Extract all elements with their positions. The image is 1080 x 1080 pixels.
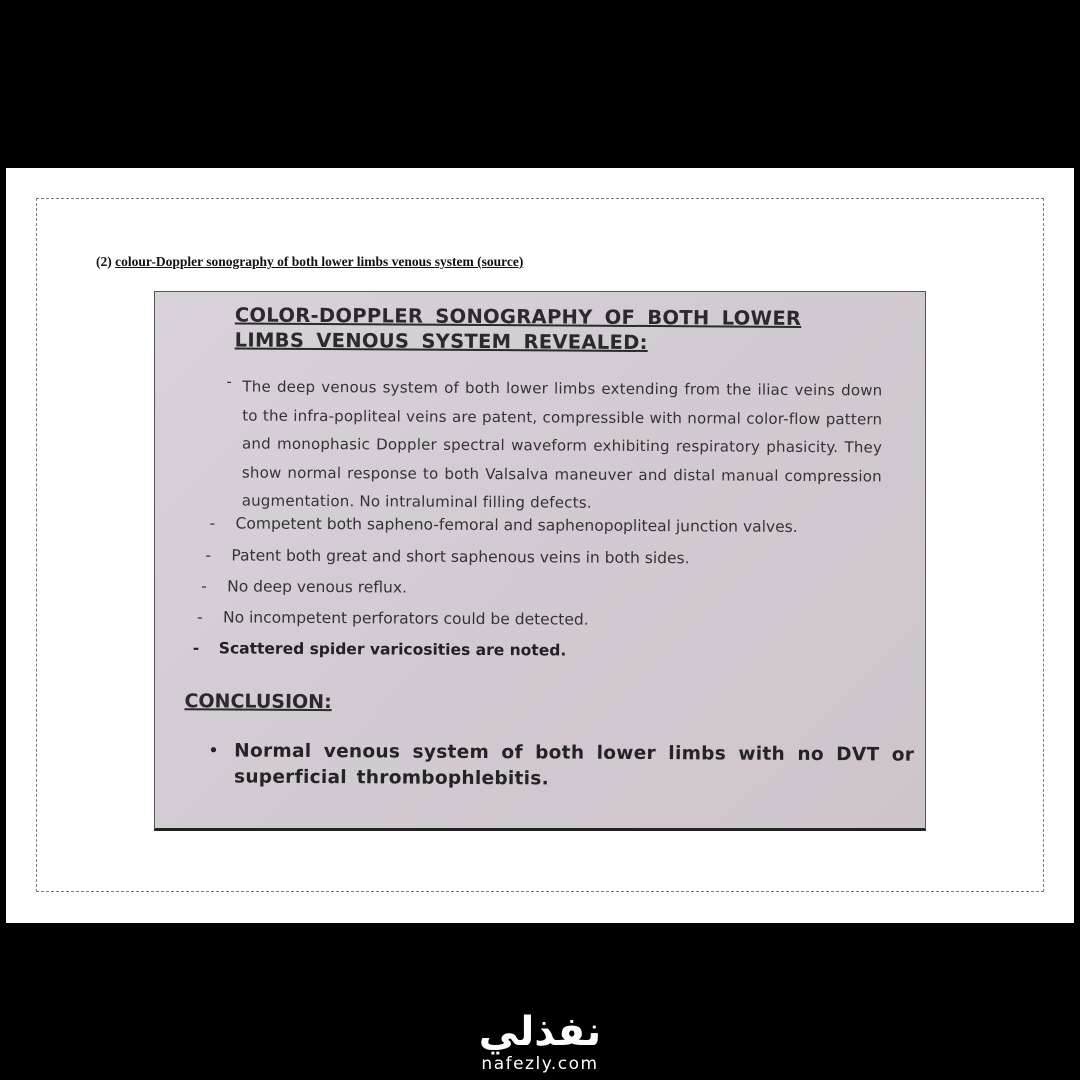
finding-dash: - <box>201 577 207 596</box>
finding-row <box>197 608 589 628</box>
document-page <box>6 168 1074 923</box>
caption-text: colour-Doppler sonography of both lower limbs venous system (source) <box>115 254 524 269</box>
finding-junction-valves: Competent both sapheno-femoral and saphenopopliteal junction valves. <box>235 514 798 536</box>
conclusion-heading: CONCLUSION: <box>184 690 332 714</box>
logo-arabic: نفذلي <box>478 1009 602 1055</box>
finding-dash: - <box>192 639 200 658</box>
finding-deep-reflux: No deep venous reflux. <box>227 577 408 597</box>
finding-deep-venous: The deep venous system of both lower limbs extending from the iliac veins down to the infra-popliteal veins are patent, compressible with normal color-flow pattern and monophasic Doppler spectral waveform exhibiting respiratory phasicity. They show normal response to both Valsalva maneuver and distal manual compression augmentation. No intraluminal filling defects. <box>241 377 883 512</box>
watermark-logo <box>0 1010 1080 1074</box>
finding-dash: - <box>196 608 203 627</box>
conclusion-text: Normal venous system of both lower limbs with no DVT or superficial thrombophlebitis. <box>233 740 915 790</box>
figure-caption <box>96 254 523 270</box>
finding-spider-varicosities: Scattered spider varicosities are noted. <box>218 639 567 660</box>
finding-dash: - <box>205 546 212 565</box>
finding-row <box>201 577 407 596</box>
finding-row <box>210 514 798 536</box>
finding-saphenous-veins: Patent both great and short saphenous veins in both sides. <box>231 546 690 568</box>
caption-number: (2) <box>96 254 112 269</box>
finding-dash: - <box>226 372 232 391</box>
report-heading: COLOR-DOPPLER SONOGRAPHY OF BOTH LOWER LIMBS VENOUS SYSTEM REVEALED: <box>234 303 802 355</box>
logo-latin: nafezly.com <box>481 1054 599 1074</box>
finding-dash: - <box>209 514 216 533</box>
finding-row <box>205 546 689 567</box>
report-photo <box>154 291 926 831</box>
finding-row <box>193 639 567 659</box>
conclusion-bullet: • <box>208 740 219 762</box>
finding-perforators: No incompetent perforators could be detected. <box>222 608 589 629</box>
